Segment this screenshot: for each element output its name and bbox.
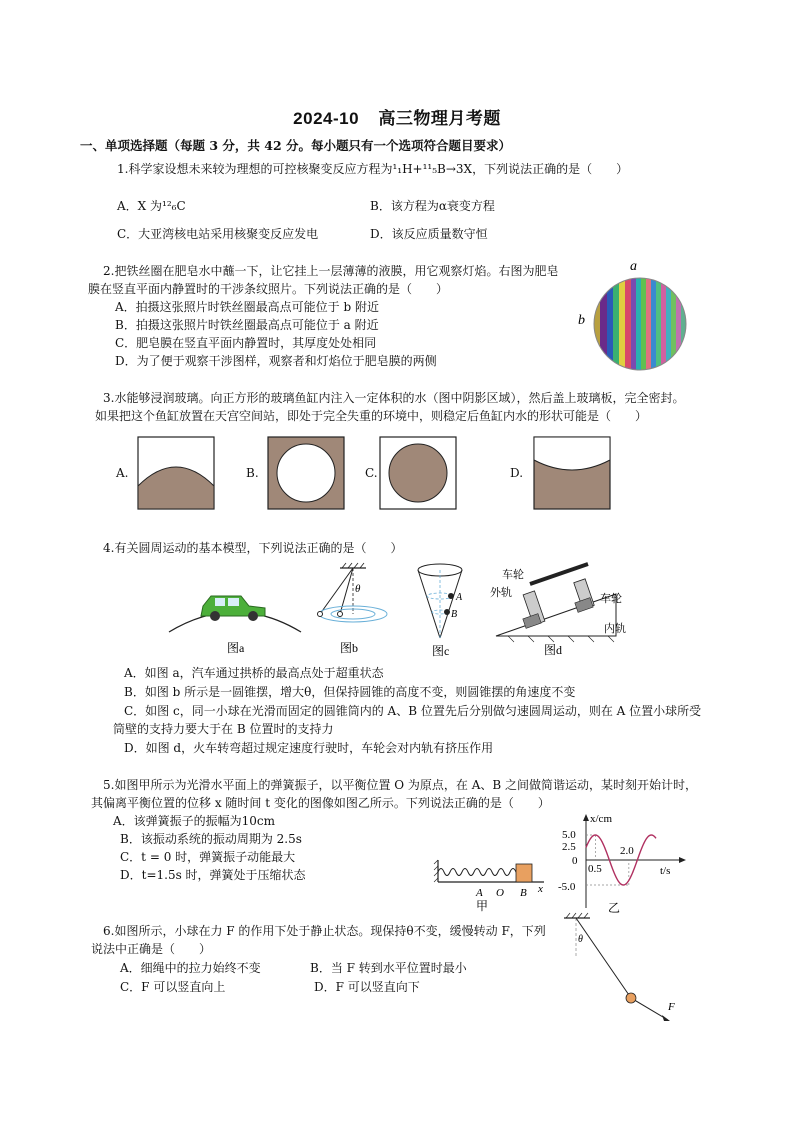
q2-stem-line1: 2.把铁丝圈在肥皂水中蘸一下，让它挂上一层薄薄的液膜，用它观察灯焰。右图为肥皂 [103, 264, 559, 278]
tank-d [533, 436, 613, 512]
q5-option-d: D．t=1.5s 时，弹簧处于压缩状态 [120, 868, 306, 882]
figure-5-yi-xt-graph [558, 812, 688, 916]
outer-rail-label: 外轨 [490, 587, 512, 599]
q6-option-c: C．F 可以竖直向上 [120, 980, 226, 994]
q5-stem-line1: 5.如图甲所示为光滑水平面上的弹簧振子，以平衡位置 O 为原点，在 A、B 之间做简谐运动，某时刻开始计时， [103, 778, 698, 792]
y-tick-5: 5.0 [562, 829, 576, 841]
tank-a [137, 436, 217, 512]
q2-stem-line2: 膜在竖直平面内静置时的干涉条纹照片。下列说法正确的是（ ） [88, 282, 449, 296]
x-tick-0-5: 0.5 [588, 863, 602, 875]
q6-option-a: A．细绳中的拉力始终不变 [120, 961, 261, 975]
figure-4a-bridge [165, 572, 305, 656]
q3-label-b: B. [246, 466, 259, 480]
q5-option-a: A．该弹簧振子的振幅为10cm [113, 814, 276, 828]
q1-option-b: B．该方程为α衰变方程 [370, 199, 495, 213]
q6-stem-line1: 6.如图所示，小球在力 F 的作用下处于静止状态。现保持θ不变，缓慢转动 F，下列 [103, 924, 546, 938]
figure-6-ball-rope [560, 912, 690, 1022]
q2-option-b: B．拍摄这张照片时铁丝圈最高点可能位于 a 附近 [115, 318, 379, 332]
q4-option-d: D．如图 d，火车转弯超过规定速度行驶时，车轮会对内轨有挤压作用 [124, 741, 494, 755]
spring-label-b: B [520, 887, 527, 899]
fig-yi-caption: 乙 [608, 901, 621, 915]
q5-option-c: C．t = 0 时，弹簧振子动能最大 [120, 850, 296, 864]
q1-option-c: C．大亚湾核电站采用核聚变反应发电 [117, 227, 319, 241]
q3-label-c: C. [365, 466, 378, 480]
figure-4b-conical-pendulum [300, 562, 400, 658]
q2-option-d: D．为了便于观察干涉图样，观察者和灯焰位于肥皂膜的两侧 [115, 354, 437, 368]
wheel-label-2: 车轮 [600, 593, 622, 605]
q6-theta-label: θ [578, 934, 583, 945]
q4-option-c-line2: 筒壁的支持力要大于在 B 位置时的支持力 [113, 722, 334, 736]
fig-d-caption: 图d [544, 643, 563, 657]
q4-option-b: B．如图 b 所示是一圆锥摆，增大θ，但保持圆锥的高度不变，则圆锥摆的角速度不变 [124, 685, 576, 699]
fig-c-caption: 图c [432, 644, 450, 658]
cone-label-b: B [451, 609, 458, 620]
q3-label-d: D. [510, 466, 524, 480]
figure-4d-train-track [488, 560, 638, 660]
q3-label-a: A. [116, 466, 129, 480]
figure-5-jia-spring [432, 856, 552, 914]
spring-label-x: x [538, 883, 543, 895]
wheel-label-1: 车轮 [502, 569, 524, 581]
q5-stem-line2: 其偏离平衡位置的位移 x 随时间 t 变化的图像如图乙所示。下列说法正确的是（ ） [91, 796, 550, 810]
q5-option-b: B．该振动系统的振动周期为 2.5s [120, 832, 302, 846]
page-title [0, 104, 794, 129]
q1-stem: 1.科学家设想未来较为理想的可控核聚变反应方程为¹₁H+¹¹₅B→3X，下列说法正确的是（ ） [117, 162, 629, 176]
label-b: b [578, 313, 585, 328]
y-tick-0: 0 [572, 855, 578, 867]
force-f-label: F [668, 1001, 675, 1013]
fig-b-caption: 图b [340, 641, 359, 655]
q4-option-c-line1: C．如图 c，同一小球在光滑而固定的圆锥筒内的 A、B 位置先后分别做匀速圆周运动，则在 A 位置小球所受 [124, 704, 702, 718]
label-a: a [630, 259, 637, 274]
x-axis-label: t/s [660, 865, 671, 877]
q2-option-c: C．肥皂膜在竖直平面内静置时，其厚度处处相同 [115, 336, 377, 350]
tank-b [267, 436, 347, 512]
q6-option-b: B．当 F 转到水平位置时最小 [310, 961, 467, 975]
q4-option-a: A．如图 a，汽车通过拱桥的最高点处于超重状态 [124, 666, 384, 680]
q1-option-d: D．该反应质量数守恒 [370, 227, 488, 241]
spring-label-o: O [496, 887, 504, 899]
q3-stem-line1: 3.水能够浸润玻璃。向正方形的玻璃鱼缸内注入一定体积的水（图中阴影区域），然后盖上玻璃板，完全密封。 [103, 391, 685, 405]
y-axis-label: x/cm [590, 813, 612, 825]
exam-name: 高三物理月考题 [378, 109, 501, 129]
q6-option-d: D．F 可以竖直向下 [314, 980, 420, 994]
section-heading: 一、单项选择题（每题 3 分，共 42 分。每小题只有一个选项符合题目要求） [80, 138, 512, 153]
fig-a-caption: 图a [227, 641, 245, 655]
x-tick-2: 2.0 [620, 845, 634, 857]
q2-option-a: A．拍摄这张照片时铁丝圈最高点可能位于 b 附近 [115, 300, 379, 314]
q4-stem: 4.有关圆周运动的基本模型，下列说法正确的是（ ） [103, 541, 403, 555]
tank-c [379, 436, 459, 512]
car-icon [201, 596, 265, 621]
soap-film-photo [570, 258, 700, 378]
q6-stem-line2: 说法中正确是（ ） [91, 942, 212, 956]
fig-jia-caption: 甲 [476, 899, 489, 913]
cone-label-a: A [456, 592, 463, 603]
exam-date: 2024-10 [293, 109, 360, 128]
y-tick-2-5: 2.5 [562, 841, 576, 853]
spring-label-a: A [476, 887, 483, 899]
y-tick-neg5: -5.0 [558, 881, 576, 893]
figure-4c-cone [412, 560, 472, 660]
q3-stem-line2: 如果把这个鱼缸放置在天宫空间站，即处于完全失重的环境中，则稳定后鱼缸内水的形状可能是（ ） [95, 409, 648, 423]
inner-rail-label: 内轨 [604, 623, 626, 635]
theta-label: θ [355, 583, 361, 595]
q1-option-a: A．X 为¹²₆C [117, 199, 186, 213]
